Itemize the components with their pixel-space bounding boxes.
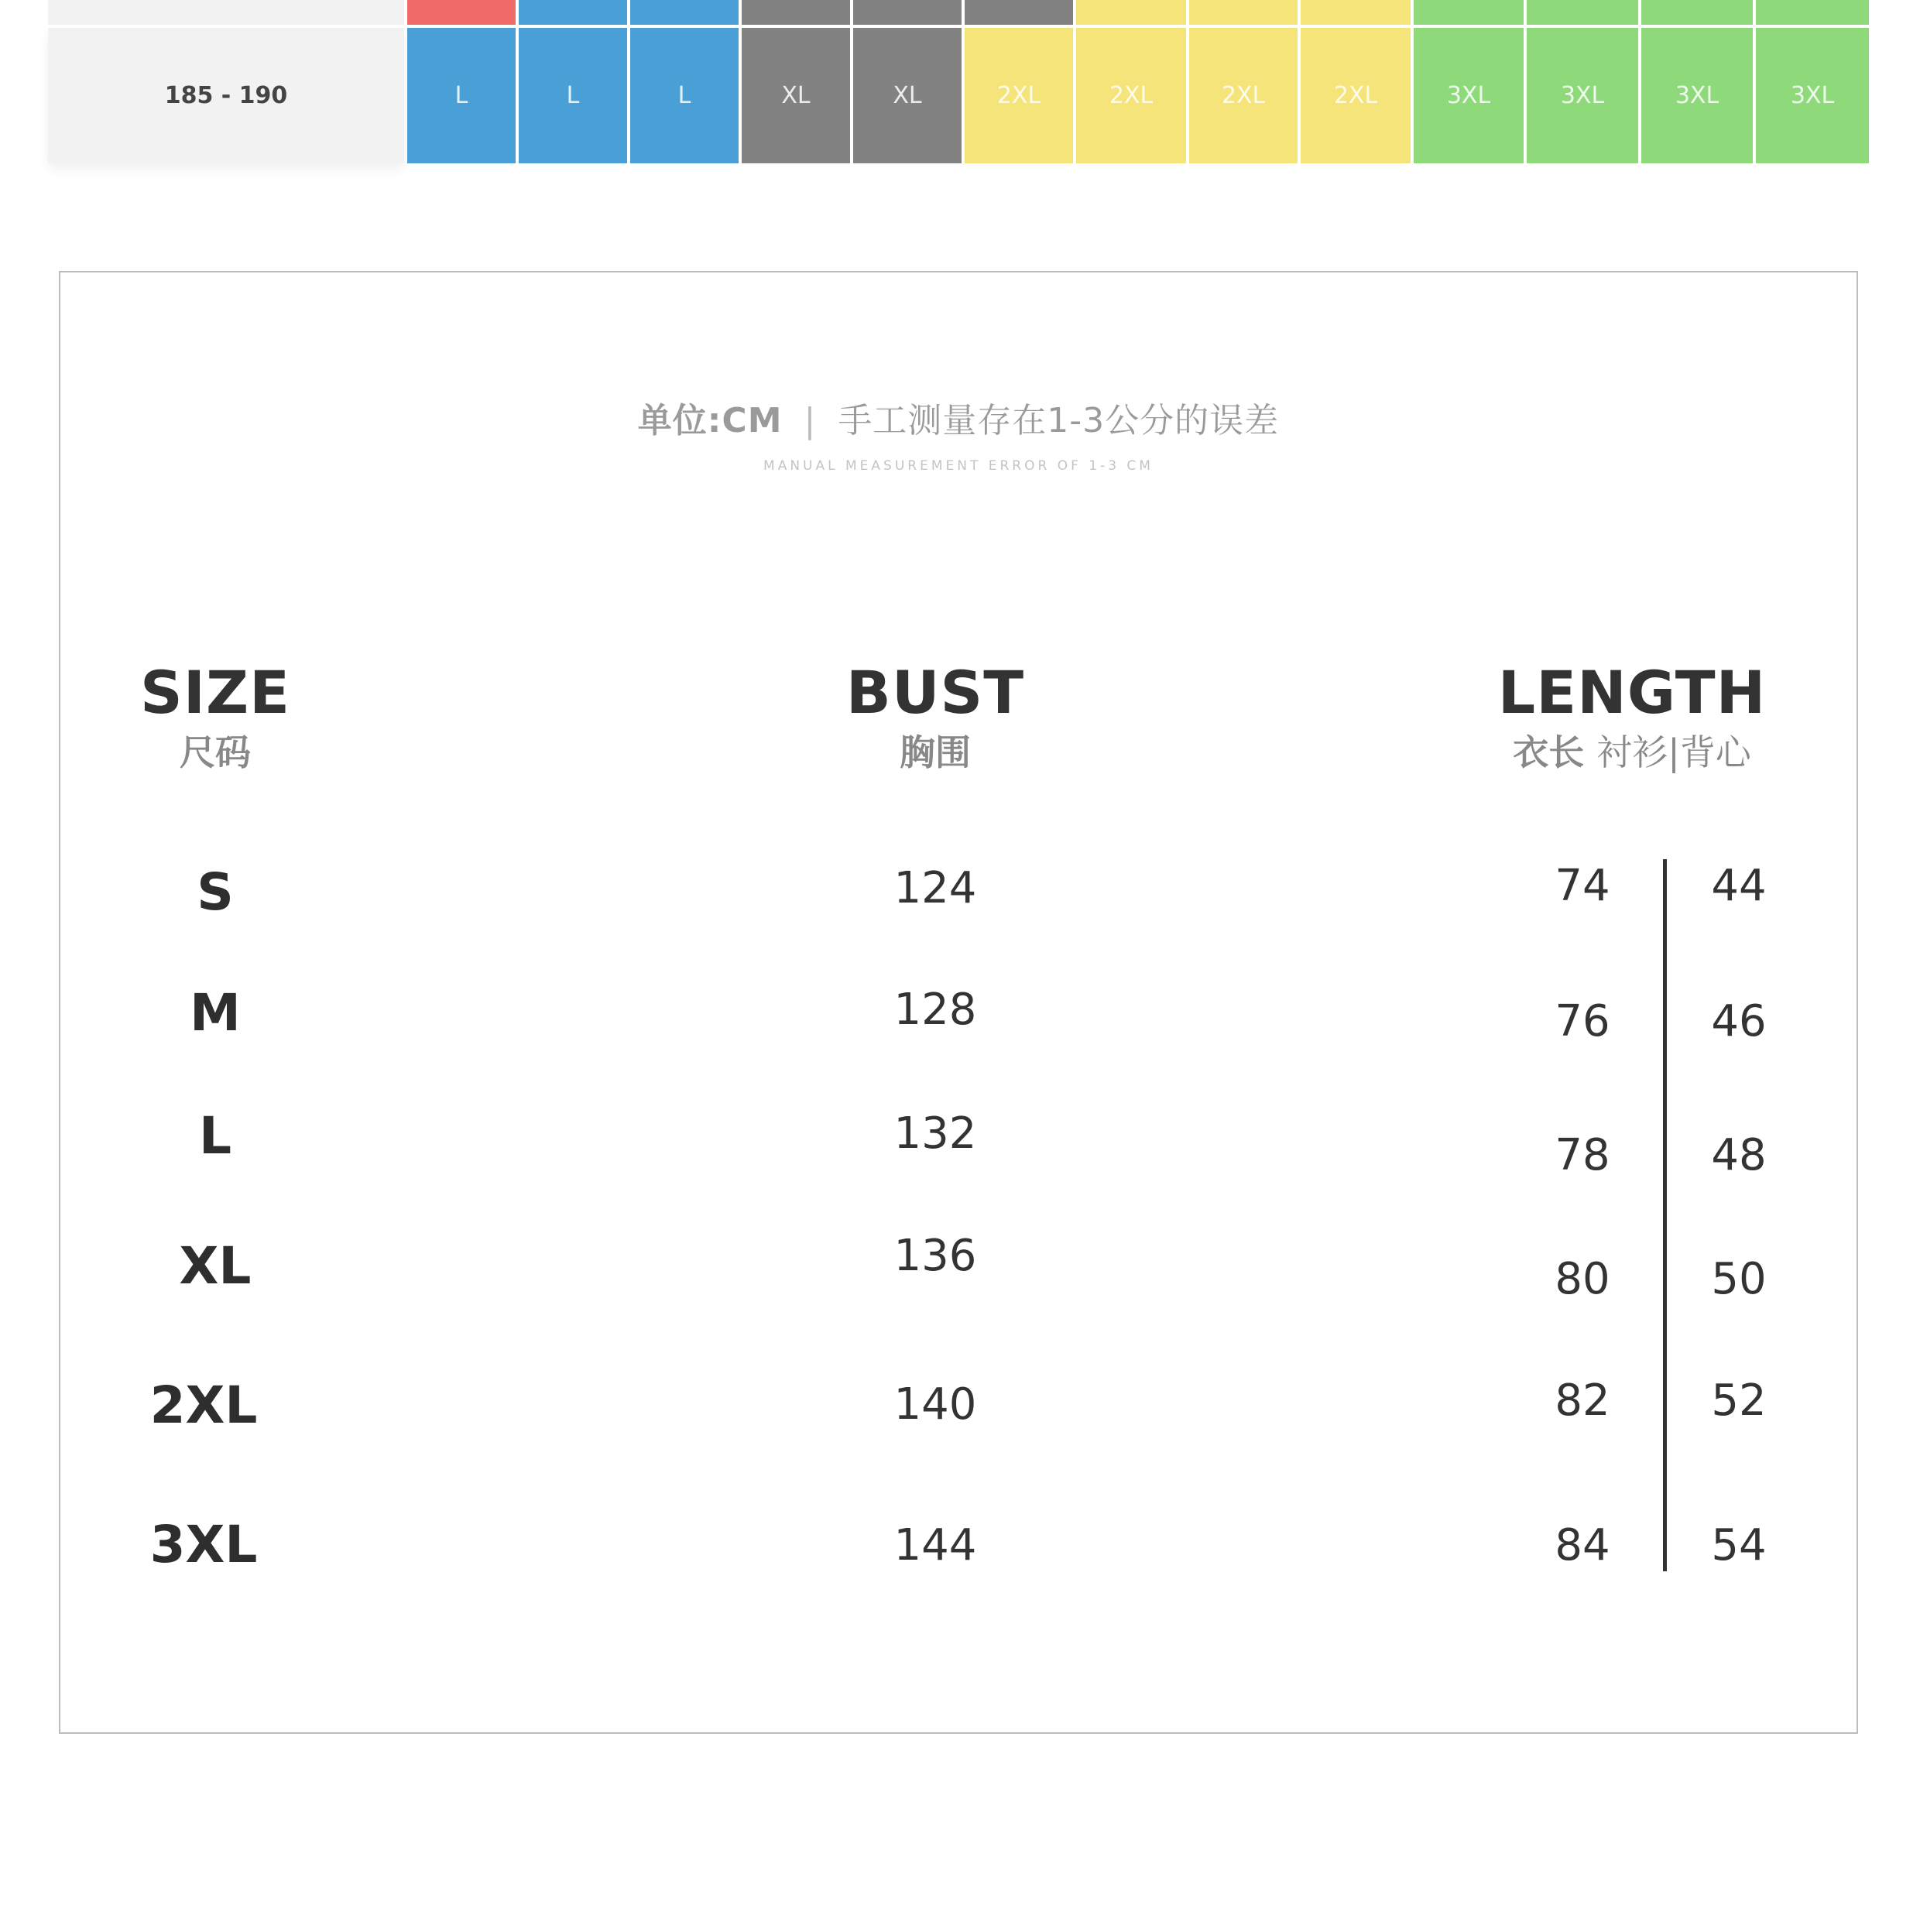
previous-row-cell: [519, 0, 627, 25]
size-cell: 3XL: [1414, 28, 1524, 163]
unit-separator: |: [804, 401, 817, 440]
size-label: M: [190, 983, 241, 1043]
size-cell: XL: [853, 28, 962, 163]
shirt-length-value: 82: [1555, 1375, 1610, 1426]
previous-row-cell: [853, 0, 962, 25]
size-cell: 2XL: [1076, 28, 1186, 163]
size-header-en: SIZE: [139, 658, 291, 727]
vest-length-value: 44: [1711, 861, 1767, 911]
size-column-header: [130, 658, 300, 773]
size-cell: 3XL: [1756, 28, 1869, 163]
size-recommendation-grid: [0, 0, 1920, 166]
size-label: L: [198, 1106, 232, 1166]
size-cell: 2XL: [1189, 28, 1298, 163]
size-header-zh: 尺码: [180, 731, 251, 773]
previous-row-cell: [1189, 0, 1298, 25]
size-label: 2XL: [149, 1375, 258, 1435]
length-header-en: LENGTH: [1497, 658, 1767, 727]
bust-column-header: [819, 658, 1051, 773]
shirt-length-value: 80: [1555, 1254, 1610, 1304]
bust-value: 136: [893, 1231, 977, 1281]
length-header-zh: 衣长: [1513, 731, 1585, 773]
shirt-length-value: 84: [1555, 1520, 1610, 1571]
size-chart-card: [59, 271, 1858, 1734]
length-column-header: [1469, 658, 1795, 773]
previous-row-cell: [1414, 0, 1524, 25]
length-header-sub: 衬衫|背心: [1596, 731, 1751, 773]
unit-prefix: 单位:: [637, 401, 722, 440]
length-column-divider: [1663, 859, 1667, 1571]
measurement-error-note: 手工测量存在1-3公分的误差: [838, 401, 1280, 440]
size-cell: L: [630, 28, 739, 163]
previous-row-cell: [1756, 0, 1869, 25]
previous-row-cell: [965, 0, 1073, 25]
previous-row-cell: [1527, 0, 1638, 25]
bust-value: 132: [893, 1108, 977, 1159]
measurement-error-note-en: MANUAL MEASUREMENT ERROR OF 1-3 CM: [763, 458, 1154, 474]
previous-row-label-cell: [48, 0, 404, 25]
size-cell: 3XL: [1527, 28, 1638, 163]
bust-value: 128: [893, 985, 977, 1035]
length-header-zh-line: [1469, 731, 1795, 773]
vest-length-value: 54: [1711, 1520, 1767, 1571]
size-cell: 3XL: [1641, 28, 1753, 163]
unit-value: CM: [722, 401, 783, 440]
size-label: 3XL: [149, 1515, 258, 1574]
bust-value: 140: [893, 1379, 977, 1430]
size-cell: XL: [742, 28, 850, 163]
vest-length-value: 50: [1711, 1254, 1767, 1304]
size-cell: L: [519, 28, 627, 163]
shirt-length-value: 74: [1555, 861, 1610, 911]
bust-value: 124: [893, 863, 977, 913]
previous-row-cell: [1076, 0, 1186, 25]
vest-length-value: 52: [1711, 1375, 1767, 1426]
vest-length-value: 46: [1711, 996, 1767, 1046]
size-cell: 2XL: [965, 28, 1073, 163]
bust-header-en: BUST: [845, 658, 1025, 727]
previous-row-cell: [742, 0, 850, 25]
previous-row-cell: [407, 0, 516, 25]
previous-row-cell: [1301, 0, 1411, 25]
bust-value: 144: [893, 1520, 977, 1571]
height-range-label: 185 - 190: [48, 28, 404, 163]
previous-row-cell: [630, 0, 739, 25]
size-cell: L: [407, 28, 516, 163]
vest-length-value: 48: [1711, 1130, 1767, 1180]
size-cell: 2XL: [1301, 28, 1411, 163]
size-label: XL: [179, 1236, 252, 1296]
previous-row-cell: [1641, 0, 1753, 25]
bust-header-zh: 胸围: [900, 731, 971, 773]
shirt-length-value: 78: [1555, 1130, 1610, 1180]
size-label: S: [197, 862, 234, 922]
unit-note: [60, 392, 1857, 442]
shirt-length-value: 76: [1555, 996, 1610, 1046]
